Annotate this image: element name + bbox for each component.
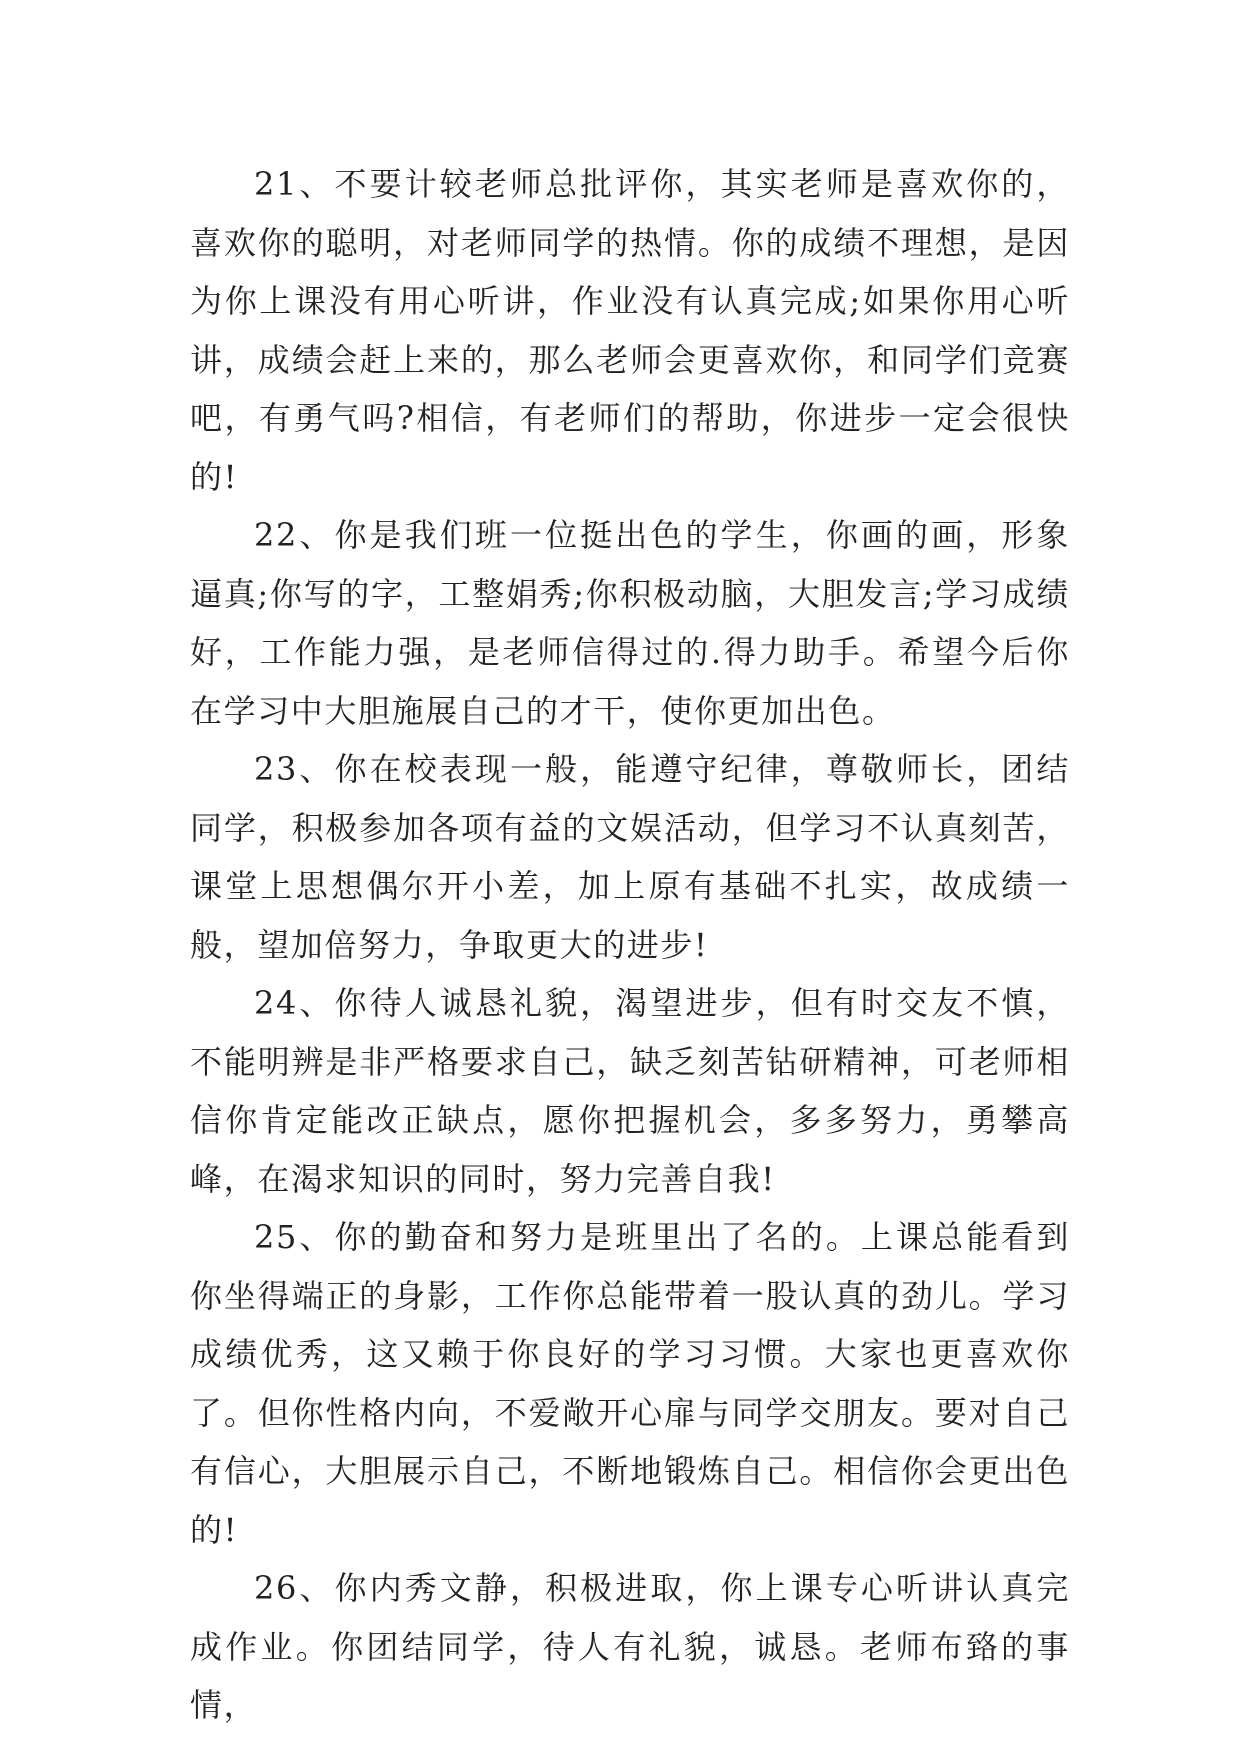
paragraph-22: 22、你是我们班一位挺出色的学生，你画的画，形象逼真;你写的字，工整娟秀;你积极动脑，大胆发言;学习成绩好，工作能力强，是老师信得过的.得力助手。希望今后你在学习中大胆施展自己的才干，使你更加出色。	[190, 516, 1070, 730]
paragraph-21: 21、不要计较老师总批评你，其实老师是喜欢你的，喜欢你的聪明，对老师同学的热情。你的成绩不理想，是因为你上课没有用心听讲，作业没有认真完成;如果你用心听讲，成绩会赶上来的，那么老师会更喜欢你，和同学们竞赛吧，有勇气吗?相信，有老师们的帮助，你进步一定会很快的!	[190, 165, 1070, 496]
paragraph-26: 26、你内秀文静，积极进取，你上课专心听讲认真完成作业。你团结同学，待人有礼貌，诚恳。老师布臵的事情，	[190, 1569, 1070, 1724]
paragraph-25: 25、你的勤奋和努力是班里出了名的。上课总能看到你坐得端正的身影，工作你总能带着一股认真的劲儿。学习成绩优秀，这又赖于你良好的学习习惯。大家也更喜欢你了。但你性格内向，不爱敞开心扉与同学交朋友。要对自己有信心，大胆展示自己，不断地锻炼自己。相信你会更出色的!	[190, 1218, 1070, 1549]
paragraph-24: 24、你待人诚恳礼貌，渴望进步，但有时交友不慎，不能明辨是非严格要求自己，缺乏刻苦钻研精神，可老师相信你肯定能改正缺点，愿你把握机会，多多努力，勇攀高峰，在渴求知识的同时，努力完善自我!	[190, 984, 1070, 1198]
document-body	[190, 155, 1070, 1735]
paragraph-23: 23、你在校表现一般，能遵守纪律，尊敬师长，团结同学，积极参加各项有益的文娱活动，但学习不认真刻苦，课堂上思想偶尔开小差，加上原有基础不扎实，故成绩一般，望加倍努力，争取更大的进步!	[190, 750, 1070, 964]
